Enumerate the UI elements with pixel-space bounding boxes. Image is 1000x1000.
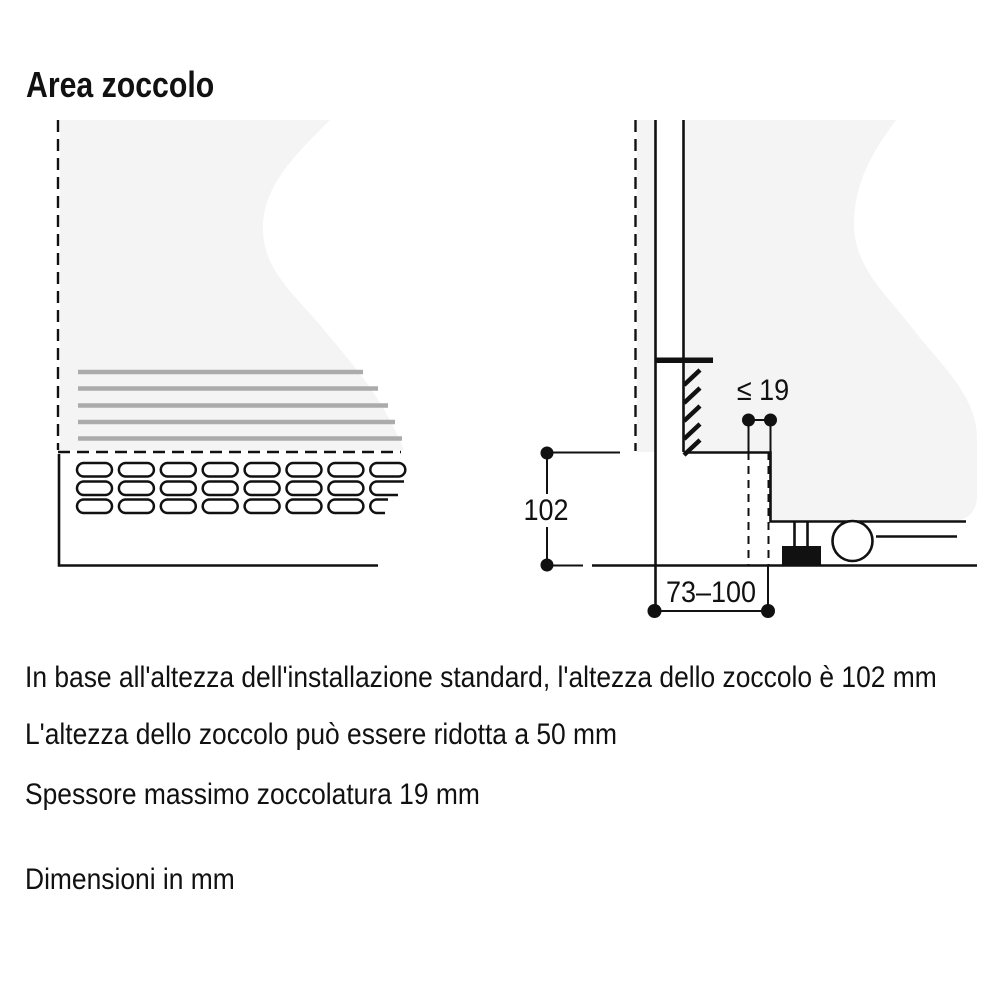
vent-slot	[119, 500, 154, 514]
vent-slot-clipped-1	[370, 482, 404, 496]
vent-slot	[161, 500, 196, 514]
vent-slot	[77, 500, 112, 514]
vent-slot	[77, 463, 112, 477]
worktop-bar	[655, 358, 713, 364]
vent-slot	[245, 500, 280, 514]
vent-slot	[287, 500, 322, 514]
vent-slot	[287, 463, 322, 477]
furniture-panel-shape	[60, 120, 404, 450]
vent-slot	[328, 463, 363, 477]
vent-slot	[77, 482, 112, 496]
vent-slot	[203, 482, 238, 496]
vent-slot-clipped-2	[370, 500, 388, 514]
note-standard-height: In base all'altezza dell'installazione standard, l'altezza dello zoccolo è 102 mm	[25, 661, 937, 694]
vent-slot	[328, 482, 363, 496]
vent-slot	[203, 463, 238, 477]
plinth-front-view	[58, 120, 405, 566]
vent-slot	[245, 482, 280, 496]
vent-slot	[161, 463, 196, 477]
vent-slot	[370, 463, 405, 477]
foot-base	[782, 546, 821, 565]
note-reduced-height: L'altezza dello zoccolo può essere ridotta a 50 mm	[25, 718, 618, 751]
label-plinth-height: 102	[523, 494, 569, 527]
appliance-body-shape	[684, 120, 977, 521]
vent-slot	[119, 463, 154, 477]
vent-slot	[245, 463, 280, 477]
footer-units: Dimensioni in mm	[25, 863, 235, 896]
vent-grid	[77, 463, 405, 513]
label-panel-thickness: ≤ 19	[736, 374, 790, 407]
note-max-thickness: Spessore massimo zoccolatura 19 mm	[25, 778, 480, 811]
page-title: Area zoccolo	[26, 64, 215, 105]
appliance-wheel	[833, 521, 873, 561]
niche-gap-fill	[637, 120, 655, 452]
plinth-side-section	[541, 120, 978, 618]
vent-slot	[287, 482, 322, 496]
label-setback-range: 73–100	[665, 576, 757, 609]
vent-slot	[119, 482, 154, 496]
vent-slot	[161, 482, 196, 496]
vent-slot	[203, 500, 238, 514]
vent-slot	[328, 500, 363, 514]
